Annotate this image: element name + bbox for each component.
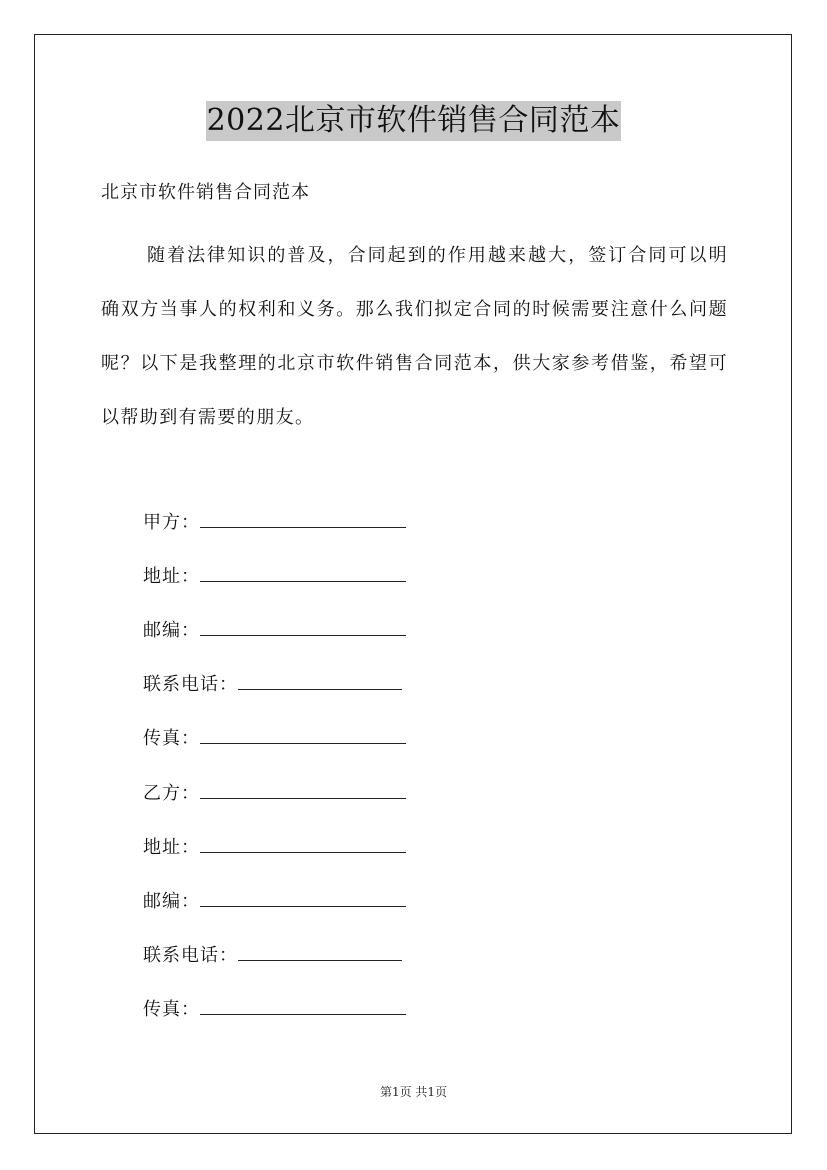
party-b-fax-field bbox=[143, 996, 406, 1023]
document-subtitle: 北京市软件销售合同范本 bbox=[101, 182, 310, 203]
party-b-name-blank bbox=[200, 780, 406, 799]
party-a-name-blank bbox=[200, 509, 406, 528]
party-a-address-label: 地址： bbox=[143, 566, 200, 587]
party-b-name-label: 乙方： bbox=[143, 783, 200, 804]
party-b-phone-label: 联系电话： bbox=[143, 945, 238, 966]
party-b-fax-blank bbox=[200, 996, 406, 1015]
title-container bbox=[0, 101, 827, 141]
party-a-fax-field bbox=[143, 725, 406, 752]
party-a-fax-label: 传真： bbox=[143, 728, 200, 749]
party-b-phone-field bbox=[143, 942, 402, 969]
intro-paragraph: 随着法律知识的普及，合同起到的作用越来越大，签订合同可以明确双方当事人的权利和义务。那么我们拟定合同的时候需要注意什么问题呢？以下是我整理的北京市软件销售合同范本，供大家参考借鉴，希望可以帮助到有需要的朋友。 bbox=[101, 245, 728, 428]
party-a-phone-field bbox=[143, 671, 402, 698]
document-title: 2022北京市软件销售合同范本 bbox=[206, 101, 622, 141]
party-b-postcode-field bbox=[143, 888, 406, 915]
party-b-address-field bbox=[143, 834, 406, 861]
party-b-postcode-label: 邮编： bbox=[143, 891, 200, 912]
party-a-address-field bbox=[143, 563, 406, 590]
party-b-phone-blank bbox=[238, 942, 402, 961]
party-b-fax-label: 传真： bbox=[143, 999, 200, 1020]
party-b-name-field bbox=[143, 780, 406, 807]
party-a-name-label: 甲方： bbox=[143, 512, 200, 533]
party-a-postcode-field bbox=[143, 617, 406, 644]
party-a-phone-blank bbox=[238, 671, 402, 690]
party-a-postcode-blank bbox=[200, 617, 406, 636]
party-b-postcode-blank bbox=[200, 888, 406, 907]
party-a-postcode-label: 邮编： bbox=[143, 620, 200, 641]
party-a-name-field bbox=[143, 509, 406, 536]
page-footer: 第1页 共1页 bbox=[379, 1085, 448, 1099]
party-a-phone-label: 联系电话： bbox=[143, 674, 238, 695]
party-a-fax-blank bbox=[200, 725, 406, 744]
party-a-address-blank bbox=[200, 563, 406, 582]
party-b-address-label: 地址： bbox=[143, 837, 200, 858]
party-b-address-blank bbox=[200, 834, 406, 853]
